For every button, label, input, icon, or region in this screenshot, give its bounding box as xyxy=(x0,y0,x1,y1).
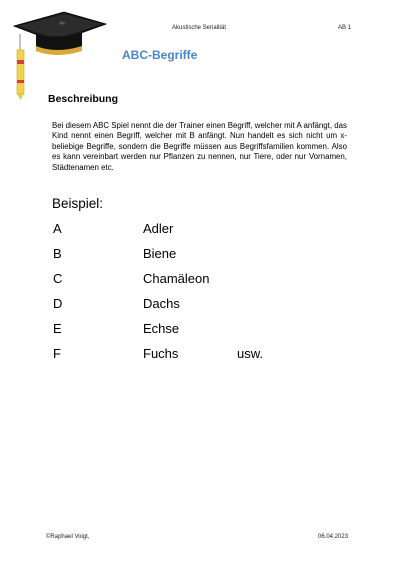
example-word: Biene xyxy=(143,246,177,261)
example-word: Adler xyxy=(143,221,174,236)
example-word: Echse xyxy=(143,321,180,336)
example-row xyxy=(0,246,400,266)
graduation-cap-icon xyxy=(4,4,114,100)
example-letter: F xyxy=(53,346,61,361)
example-row xyxy=(0,271,400,291)
example-etc: usw. xyxy=(237,346,264,361)
example-letter: A xyxy=(53,221,62,236)
example-row xyxy=(0,346,400,366)
page-title: ABC-Begriffe xyxy=(122,48,198,62)
section-heading: Beschreibung xyxy=(48,93,119,105)
example-word: Dachs xyxy=(143,296,180,311)
example-word: Fuchs xyxy=(143,346,179,361)
footer-copyright: ©Raphael Voigt, xyxy=(46,534,90,540)
example-row xyxy=(0,296,400,316)
example-row xyxy=(0,221,400,241)
example-label: Beispiel: xyxy=(52,196,104,211)
description-paragraph: Bei diesem ABC Spiel nennt die der Trainer einen Begriff, welcher mit A anfängt, das Kind nennt einen Begriff, welcher mit B anfängt. Nun handelt es sich nicht um x-beliebige Begriffe, sondern die Begriffe müssen aus Begriffsfamilien kommen. Also es kann vereinbart werden nur Pflanzen zu nennen, nur Tiere, oder nur Vornamen, Städtenamen etc. xyxy=(52,121,347,172)
example-letter: C xyxy=(53,271,63,286)
example-row xyxy=(0,321,400,341)
header-title: Akustische Serialität xyxy=(172,25,227,31)
example-letter: D xyxy=(53,296,63,311)
example-letter: E xyxy=(53,321,62,336)
header-sheet-number: AB 1 xyxy=(338,25,352,31)
footer-date: 06.04.2023 xyxy=(318,534,349,540)
example-word: Chamäleon xyxy=(143,271,210,286)
example-letter: B xyxy=(53,246,62,261)
